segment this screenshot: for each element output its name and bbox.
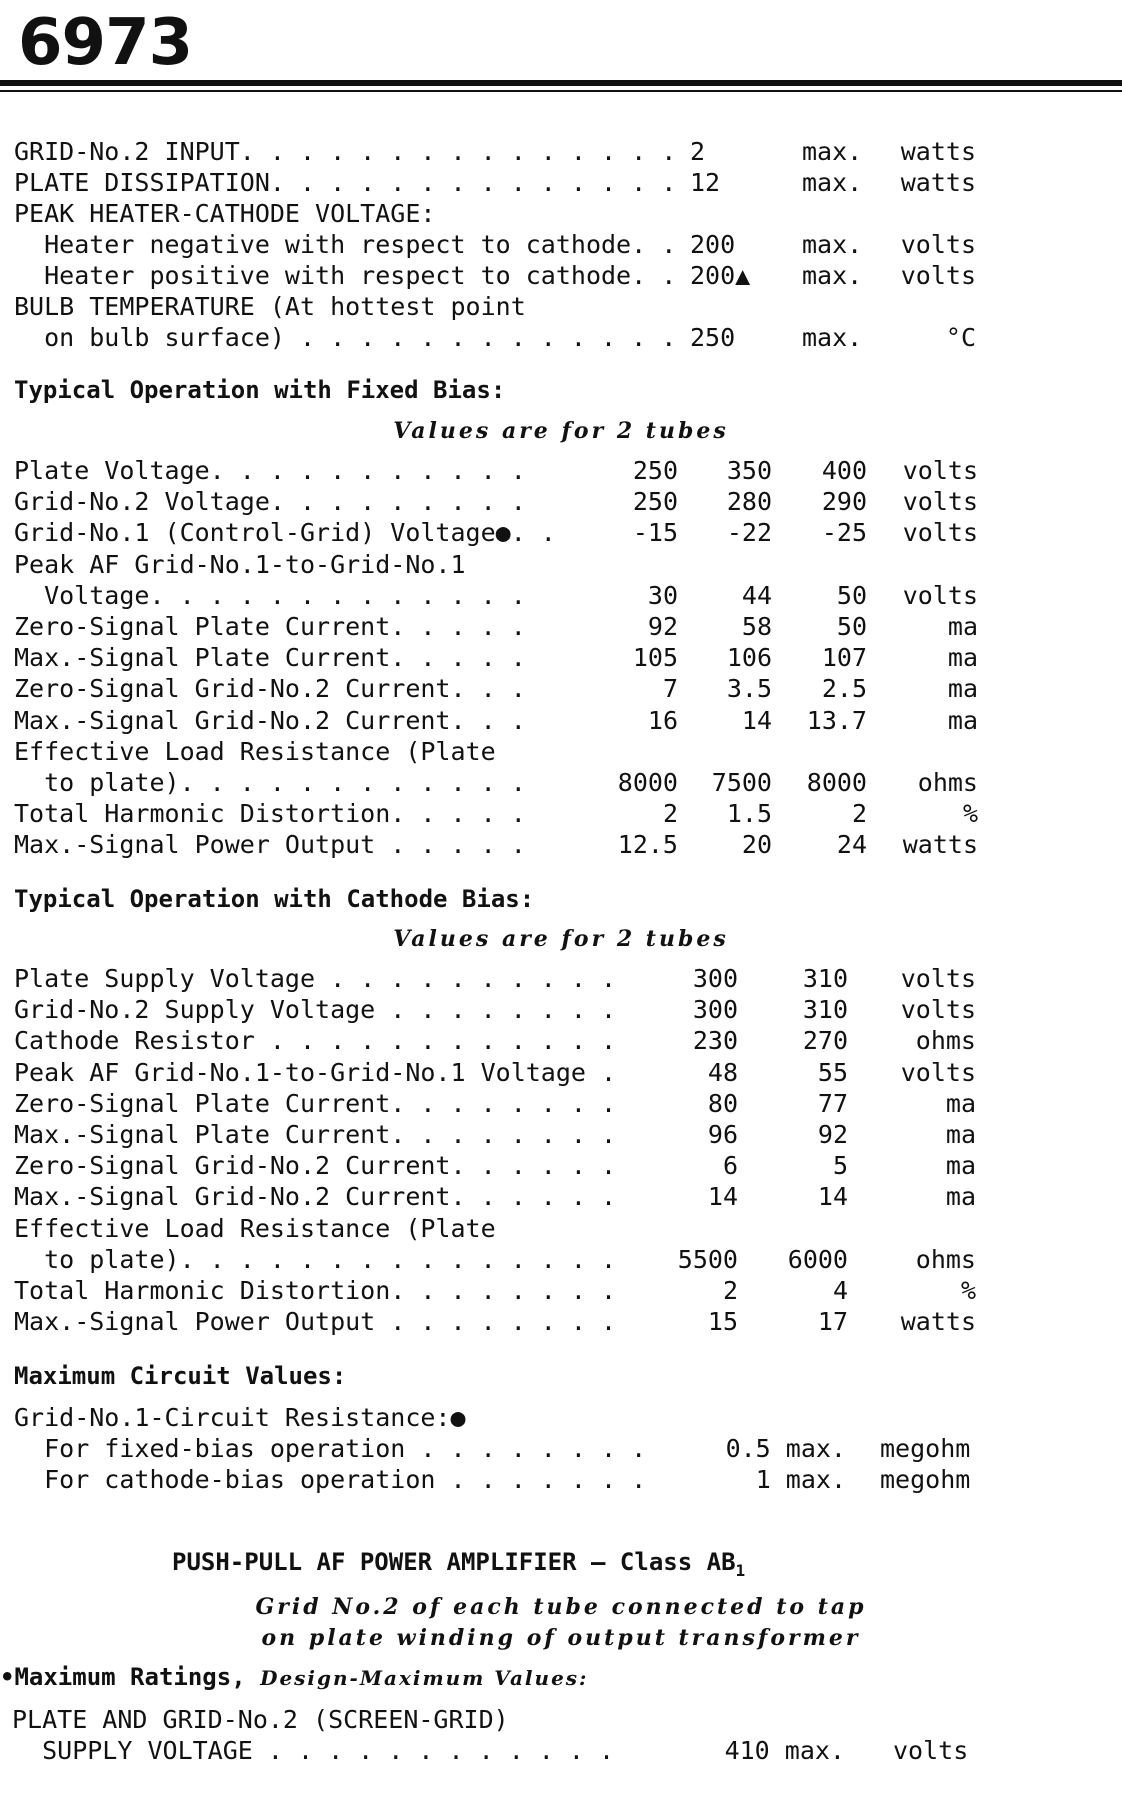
fixed-bias-row-label: Voltage. . . . . . . . . . . . . [14,581,526,610]
cathode-bias-value-col1: 2 [722,1276,738,1305]
tube-type-title: 6973 [18,6,193,80]
cathode-bias-row-label: Max.-Signal Plate Current. . . . . . . . [14,1120,617,1149]
circuit-row-label: Grid-No.1-Circuit Resistance:● [14,1403,466,1432]
push-pull-note-line1: Grid No.2 of each tube connected to tap [255,1594,867,1620]
fixed-bias-value-col3: -25 [821,518,867,547]
fixed-bias-row-label: to plate). . . . . . . . . . . . [14,768,526,797]
fixed-bias-value-col3: 13.7 [806,706,867,735]
fixed-bias-value-col2: 20 [741,830,772,859]
fixed-bias-value-col1: 7 [662,674,678,703]
cathode-bias-value-col1: 15 [707,1307,738,1336]
fixed-bias-value-col2: 3.5 [726,674,772,703]
rating-unit: °C [945,323,976,352]
rating-value: 200▲ [690,261,751,290]
fixed-bias-value-col1: 16 [647,706,678,735]
cathode-bias-row-label: Max.-Signal Power Output . . . . . . . . [14,1307,617,1336]
fixed-bias-unit: % [962,799,978,828]
fixed-bias-value-col3: 2.5 [821,674,867,703]
cathode-bias-value-col2: 92 [817,1120,848,1149]
rating-qualifier: max. [802,168,863,197]
fixed-bias-value-col2: 58 [741,612,772,641]
cathode-bias-value-col2: 6000 [787,1245,848,1274]
cathode-bias-row-label: Plate Supply Voltage . . . . . . . . . . [14,964,617,993]
rating-label: GRID-No.2 INPUT. . . . . . . . . . . . . . . [14,137,677,166]
rating-unit: volts [900,261,976,290]
cathode-bias-value-col1: 230 [692,1026,738,1055]
fixed-bias-unit: watts [902,830,978,859]
fixed-bias-value-col1: 250 [632,487,678,516]
rating-label: Heater positive with respect to cathode. . [14,261,677,290]
header-rule-thin [0,90,1122,92]
cathode-bias-subheading: Values are for 2 tubes [393,926,729,952]
rating-unit: watts [900,137,976,166]
cathode-bias-unit: ma [945,1151,976,1180]
fixed-bias-value-col1: 30 [647,581,678,610]
fixed-bias-unit: ma [947,612,978,641]
rating-unit: volts [900,230,976,259]
fixed-bias-value-col3: 50 [836,581,867,610]
fixed-bias-row-label: Plate Voltage. . . . . . . . . . . [14,456,526,485]
cathode-bias-value-col1: 14 [707,1182,738,1211]
fixed-bias-row-label: Max.-Signal Plate Current. . . . . [14,643,526,672]
fixed-bias-value-col1: 92 [647,612,678,641]
fixed-bias-value-col2: 1.5 [726,799,772,828]
fixed-bias-value-col1: 2 [662,799,678,828]
supply-voltage-unit: volts [893,1736,969,1765]
cathode-bias-row-label: Max.-Signal Grid-No.2 Current. . . . . . [14,1182,617,1211]
fixed-bias-value-col2: 106 [726,643,772,672]
cathode-bias-heading: Typical Operation with Cathode Bias: [14,885,535,913]
cathode-bias-value-col2: 77 [817,1089,848,1118]
supply-voltage-value: 410 max. [724,1736,845,1765]
push-pull-heading-text: PUSH-PULL AF POWER AMPLIFIER — Class AB [172,1548,736,1576]
cathode-bias-row-label: Zero-Signal Plate Current. . . . . . . . [14,1089,617,1118]
fixed-bias-row-label: Zero-Signal Grid-No.2 Current. . . [14,674,526,703]
cathode-bias-value-col2: 5 [832,1151,848,1180]
fixed-bias-row-label: Grid-No.2 Voltage. . . . . . . . . [14,487,526,516]
fixed-bias-row-label: Effective Load Resistance (Plate [14,737,496,766]
push-pull-ratings-heading-italic: Design-Maximum Values: [260,1666,589,1690]
circuit-values-heading: Maximum Circuit Values: [14,1362,347,1390]
cathode-bias-value-col1: 80 [707,1089,738,1118]
cathode-bias-value-col1: 300 [692,995,738,1024]
fixed-bias-row-label: Total Harmonic Distortion. . . . . [14,799,526,828]
cathode-bias-row-label: Grid-No.2 Supply Voltage . . . . . . . . [14,995,617,1024]
cathode-bias-row-label: Zero-Signal Grid-No.2 Current. . . . . . [14,1151,617,1180]
rating-label: on bulb surface) . . . . . . . . . . . . . [14,323,677,352]
circuit-row-label: For cathode-bias operation . . . . . . . [14,1465,647,1494]
fixed-bias-value-col3: 290 [821,487,867,516]
circuit-row-value: 1 max. [755,1465,846,1494]
cathode-bias-row-label: Effective Load Resistance (Plate [14,1214,496,1243]
fixed-bias-value-col3: 400 [821,456,867,485]
cathode-bias-unit: volts [900,1058,976,1087]
rating-label: PLATE DISSIPATION. . . . . . . . . . . . . . [14,168,677,197]
fixed-bias-value-col2: 44 [741,581,772,610]
cathode-bias-unit: watts [900,1307,976,1336]
cathode-bias-value-col2: 310 [802,995,848,1024]
fixed-bias-value-col1: -15 [632,518,678,547]
rating-qualifier: max. [802,137,863,166]
cathode-bias-value-col2: 14 [817,1182,848,1211]
rating-value: 12 [690,168,721,197]
fixed-bias-value-col2: 7500 [711,768,772,797]
cathode-bias-unit: ohms [915,1245,976,1274]
fixed-bias-value-col3: 2 [851,799,867,828]
cathode-bias-value-col2: 310 [802,964,848,993]
fixed-bias-value-col3: 50 [836,612,867,641]
fixed-bias-row-label: Zero-Signal Plate Current. . . . . [14,612,526,641]
fixed-bias-value-col1: 105 [632,643,678,672]
fixed-bias-value-col2: 350 [726,456,772,485]
cathode-bias-row-label: to plate). . . . . . . . . . . . . . . [14,1245,617,1274]
fixed-bias-subheading: Values are for 2 tubes [393,418,729,444]
fixed-bias-value-col2: 14 [741,706,772,735]
rating-label: BULB TEMPERATURE (At hottest point [14,292,526,321]
cathode-bias-value-col1: 96 [707,1120,738,1149]
rating-label: PEAK HEATER-CATHODE VOLTAGE: [14,199,436,228]
fixed-bias-value-col2: -22 [726,518,772,547]
cathode-bias-row-label: Cathode Resistor . . . . . . . . . . . . [14,1026,617,1055]
push-pull-heading-subscript: 1 [735,1560,746,1580]
cathode-bias-value-col2: 4 [832,1276,848,1305]
circuit-row-label: For fixed-bias operation . . . . . . . . [14,1434,647,1463]
rating-value: 250 [690,323,736,352]
cathode-bias-unit: ma [945,1089,976,1118]
push-pull-note-line2: on plate winding of output transformer [261,1625,861,1651]
circuit-row-unit: megohm [880,1434,971,1463]
push-pull-heading [172,1548,745,1580]
push-pull-ratings-heading [0,1663,588,1691]
cathode-bias-value-col1: 5500 [677,1245,738,1274]
cathode-bias-value-col2: 17 [817,1307,848,1336]
rating-qualifier: max. [802,230,863,259]
header-rule-thick [0,80,1122,86]
cathode-bias-value-col1: 300 [692,964,738,993]
fixed-bias-value-col3: 24 [836,830,867,859]
cathode-bias-row-label: Peak AF Grid-No.1-to-Grid-No.1 Voltage . [14,1058,617,1087]
cathode-bias-value-col2: 55 [817,1058,848,1087]
cathode-bias-value-col1: 48 [707,1058,738,1087]
fixed-bias-value-col1: 8000 [617,768,678,797]
fixed-bias-heading: Typical Operation with Fixed Bias: [14,376,506,404]
push-pull-ratings-heading-bold: •Maximum Ratings, [0,1663,246,1691]
cathode-bias-unit: % [960,1276,976,1305]
fixed-bias-row-label: Peak AF Grid-No.1-to-Grid-No.1 [14,550,466,579]
cathode-bias-unit: volts [900,995,976,1024]
fixed-bias-row-label: Grid-No.1 (Control-Grid) Voltage●. . [14,518,556,547]
cathode-bias-unit: volts [900,964,976,993]
fixed-bias-value-col1: 250 [632,456,678,485]
fixed-bias-unit: volts [902,518,978,547]
rating-value: 2 [690,137,706,166]
supply-voltage-label-line2: SUPPLY VOLTAGE . . . . . . . . . . . . [12,1736,615,1765]
cathode-bias-value-col1: 6 [722,1151,738,1180]
fixed-bias-row-label: Max.-Signal Grid-No.2 Current. . . [14,706,526,735]
rating-unit: watts [900,168,976,197]
cathode-bias-value-col2: 270 [802,1026,848,1055]
rating-qualifier: max. [802,261,863,290]
circuit-row-value: 0.5 max. [725,1434,846,1463]
fixed-bias-value-col1: 12.5 [617,830,678,859]
fixed-bias-unit: ohms [917,768,978,797]
fixed-bias-unit: ma [947,643,978,672]
fixed-bias-unit: volts [902,487,978,516]
fixed-bias-unit: ma [947,674,978,703]
fixed-bias-value-col3: 107 [821,643,867,672]
fixed-bias-unit: volts [902,456,978,485]
fixed-bias-unit: volts [902,581,978,610]
cathode-bias-unit: ma [945,1182,976,1211]
fixed-bias-unit: ma [947,706,978,735]
supply-voltage-label-line1: PLATE AND GRID-No.2 (SCREEN-GRID) [12,1705,509,1734]
fixed-bias-row-label: Max.-Signal Power Output . . . . . [14,830,526,859]
cathode-bias-unit: ma [945,1120,976,1149]
cathode-bias-unit: ohms [915,1026,976,1055]
circuit-row-unit: megohm [880,1465,971,1494]
rating-value: 200 [690,230,736,259]
cathode-bias-row-label: Total Harmonic Distortion. . . . . . . . [14,1276,617,1305]
rating-qualifier: max. [802,323,863,352]
fixed-bias-value-col2: 280 [726,487,772,516]
rating-label: Heater negative with respect to cathode. . [14,230,677,259]
fixed-bias-value-col3: 8000 [806,768,867,797]
